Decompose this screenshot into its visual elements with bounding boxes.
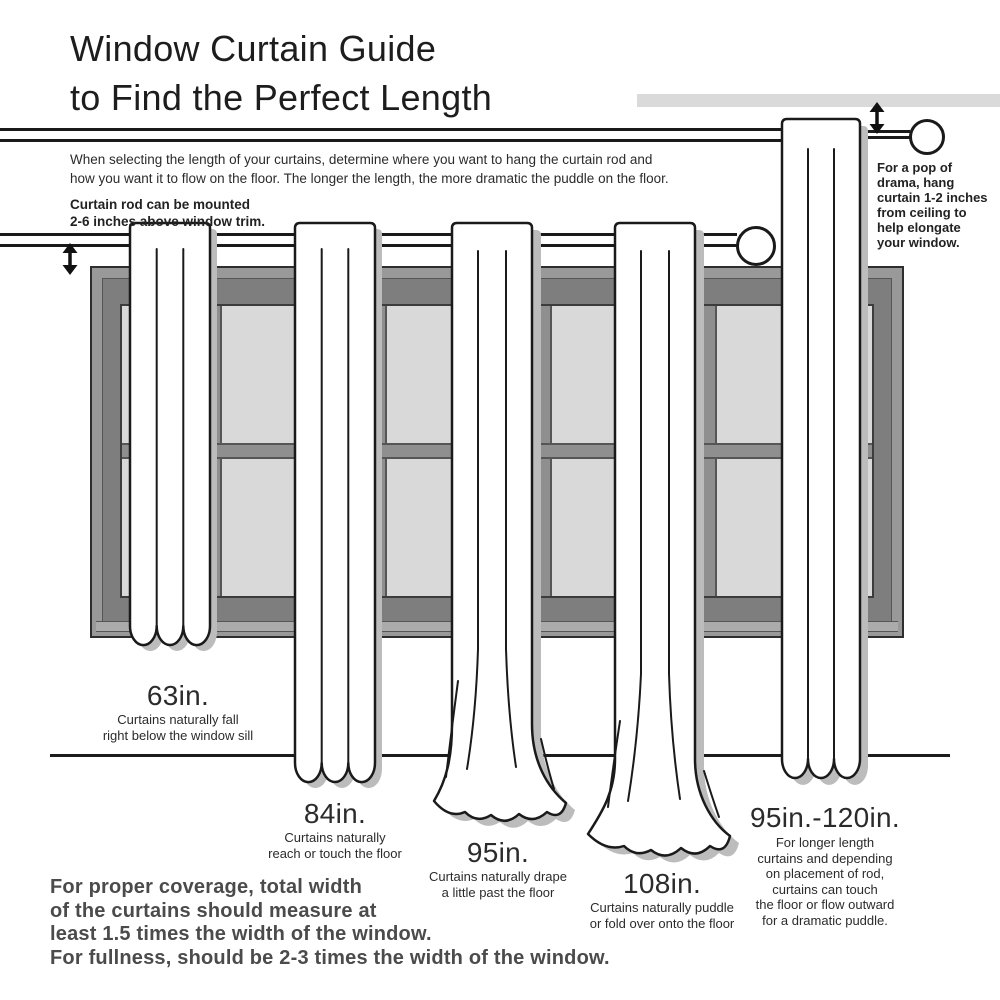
curtain-63in [118,219,228,667]
coverage-line: For fullness, should be 2-3 times the width of the window. [50,946,610,969]
curtain-description: Curtains naturally [284,830,386,845]
drama-line: curtain 1-2 inches [877,190,988,205]
curtain-description: Curtains naturally drape [428,869,568,884]
curtain-108in [578,219,753,869]
curtain-description: curtains and depending [757,850,893,866]
curtain-description: curtains can touch [772,881,878,897]
page-title [70,24,492,122]
rod-mount-note-line1: Curtain rod can be mounted [70,197,251,212]
coverage-note [50,876,610,970]
page-title-line1: Window Curtain Guide [70,28,437,69]
label-63in [48,681,308,743]
coverage-line: least 1.5 times the width of the window. [50,923,432,945]
coverage-line: of the curtains should measure at [50,899,377,922]
intro-text [70,150,730,188]
curtain-size-label: 63in. [146,680,210,711]
curtain-description: the floor or flow outward [755,897,895,912]
coverage-line: For proper coverage, total width [50,876,362,898]
curtain-size-label: 95in. [466,837,530,868]
label-95-120in [695,803,955,928]
intro-line2: how you want it to flow on the floor. The longer the length, the more dramatic the puddle on the floor. [70,171,669,186]
gray-accent-bar [637,94,1000,107]
curtain-description: For longer length [775,835,875,850]
curtain-95in [420,219,590,839]
page-title-line2: to Find the Perfect Length [70,77,493,118]
top-curtain-rod [0,128,782,142]
curtain-description: a little past the floor [441,884,555,900]
curtain-description: for a dramatic puddle. [762,912,888,928]
curtain-description: Curtains naturally fall [117,712,239,727]
ceiling-drama-note [877,160,1000,250]
curtain-description: right below the window sill [102,727,254,743]
drama-line: from ceiling to [877,205,967,220]
curtain-95-120in [770,115,880,805]
curtain-description: or fold over onto the floor [589,915,735,931]
curtain-description: on placement of rod, [765,866,885,881]
top-rod-finial [909,119,945,155]
drama-line: your window. [877,235,960,250]
curtain-size-label: 95in.-120in. [750,802,900,833]
intro-line1: When selecting the length of your curtains, determine where you want to hang the curtain rod and [70,152,653,167]
rod-mount-note-line2: 2-6 inches above window trim. [70,214,266,229]
drama-line: help elongate [877,220,961,235]
curtain-size-label: 108in. [622,868,702,899]
rod-mount-note [70,196,265,230]
curtain-size-label: 84in. [303,798,367,829]
curtain-description: Curtains naturally puddle [590,900,734,915]
curtain-description: reach or touch the floor [268,845,402,861]
rod-height-arrow-icon [59,243,81,275]
drama-line: drama, hang [877,175,955,190]
drama-line: For a pop of [877,160,953,175]
